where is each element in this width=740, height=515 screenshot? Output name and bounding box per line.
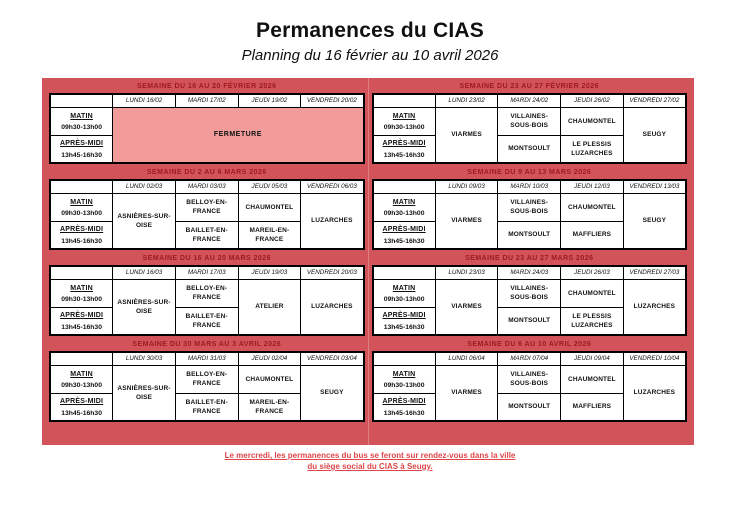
time-slot-hours: 13h45-16h30 xyxy=(383,409,425,417)
time-slot-apres-midi xyxy=(373,393,436,421)
corner-cell xyxy=(50,180,113,193)
time-slot-label: APRÈS-MIDI xyxy=(59,312,104,320)
schedule-cell: CHAUMONTEL xyxy=(561,365,624,393)
schedule-cell: BAILLET-EN-FRANCE xyxy=(175,307,238,335)
time-slot-matin xyxy=(373,107,436,135)
schedule-cell: ASNIÈRES-SUR-OISE xyxy=(113,279,176,335)
time-slot-hours: 09h30-13h00 xyxy=(383,124,425,131)
day-header-row xyxy=(50,352,364,365)
day-header: VENDREDI 13/03 xyxy=(623,180,686,193)
matin-row xyxy=(50,107,364,135)
time-slot-label: MATIN xyxy=(70,370,93,378)
schedule-cell: BELLOY-EN-FRANCE xyxy=(175,193,238,221)
day-header: JEUDI 26/02 xyxy=(561,94,624,107)
day-header: LUNDI 30/03 xyxy=(113,352,176,365)
schedule-cell: BAILLET-EN-FRANCE xyxy=(175,221,238,249)
schedule-cell: CHAUMONTEL xyxy=(238,365,301,393)
week-table xyxy=(49,265,365,336)
time-slot-apres-midi xyxy=(50,393,113,421)
schedule-cell: VIARMES xyxy=(435,365,498,421)
time-slot-apres-midi xyxy=(373,135,436,163)
time-slot-hours: 09h30-13h00 xyxy=(61,296,102,303)
day-header: MARDI 24/03 xyxy=(498,266,561,279)
schedule-cell: ASNIÈRES-SUR-OISE xyxy=(113,193,176,249)
time-slot-matin xyxy=(373,365,436,393)
day-header: JEUDI 12/03 xyxy=(561,180,624,193)
schedule-cell: BELLOY-EN-FRANCE xyxy=(175,279,238,307)
time-slot-label: APRÈS-MIDI xyxy=(382,140,426,148)
week-table xyxy=(372,351,688,422)
time-slot-hours: 13h45-16h30 xyxy=(61,237,102,245)
day-header: VENDREDI 10/04 xyxy=(623,352,686,365)
footer-line-2: du siège social du CIAS à Seugy. xyxy=(307,462,433,471)
corner-cell xyxy=(373,352,436,365)
time-slot-hours: 13h45-16h30 xyxy=(383,151,425,159)
time-slot-hours: 13h45-16h30 xyxy=(61,323,102,331)
time-slot-hours: 09h30-13h00 xyxy=(61,124,102,131)
week-section xyxy=(49,252,365,336)
schedule-cell: LUZARCHES xyxy=(301,279,364,335)
footer-note xyxy=(0,450,740,472)
time-slot-label: APRÈS-MIDI xyxy=(382,226,426,234)
time-slot-hours: 13h45-16h30 xyxy=(61,409,102,417)
time-slot-hours: 13h45-16h30 xyxy=(383,323,425,331)
time-slot-matin xyxy=(373,193,436,221)
day-header: JEUDI 19/03 xyxy=(238,266,301,279)
day-header: JEUDI 05/03 xyxy=(238,180,301,193)
matin-row xyxy=(50,279,364,307)
day-header: MARDI 24/02 xyxy=(498,94,561,107)
schedule-cell: VILLAINES-SOUS-BOIS xyxy=(498,193,561,221)
column-divider xyxy=(368,78,369,445)
day-header: JEUDI 02/04 xyxy=(238,352,301,365)
time-slot-apres-midi xyxy=(50,135,113,163)
day-header: MARDI 03/03 xyxy=(175,180,238,193)
week-title: SEMAINE DU 16 AU 20 MARS 2026 xyxy=(142,255,271,262)
fermeture-cell: FERMETURE xyxy=(113,107,364,163)
time-slot-matin xyxy=(50,193,113,221)
schedule-cell: BELLOY-EN-FRANCE xyxy=(175,365,238,393)
schedule-cell: LUZARCHES xyxy=(301,193,364,249)
day-header-row xyxy=(50,266,364,279)
schedule-cell: ATELIER xyxy=(238,279,301,335)
schedule-cell: MONTSOULT xyxy=(498,393,561,421)
time-slot-hours: 13h45-16h30 xyxy=(61,151,102,159)
day-header: VENDREDI 27/03 xyxy=(623,266,686,279)
schedule-cell: VIARMES xyxy=(435,279,498,335)
day-header: JEUDI 09/04 xyxy=(561,352,624,365)
day-header: VENDREDI 20/02 xyxy=(301,94,364,107)
day-header: LUNDI 23/03 xyxy=(435,266,498,279)
page-title: Permanences du CIAS xyxy=(256,19,484,42)
time-slot-apres-midi xyxy=(373,221,436,249)
week-table xyxy=(49,179,365,250)
schedule-cell: LE PLESSIS LUZARCHES xyxy=(561,307,624,335)
time-slot-label: MATIN xyxy=(392,284,416,292)
day-header-row xyxy=(373,94,687,107)
day-header-row xyxy=(373,266,687,279)
schedule-cell: VILLAINES-SOUS-BOIS xyxy=(498,365,561,393)
week-table xyxy=(372,179,688,250)
time-slot-label: MATIN xyxy=(392,370,416,378)
schedule-cell: MAREIL-EN-FRANCE xyxy=(238,221,301,249)
week-title: SEMAINE DU 30 MARS AU 3 AVRIL 2026 xyxy=(132,341,282,348)
time-slot-hours: 09h30-13h00 xyxy=(61,382,102,389)
week-section xyxy=(49,338,365,422)
schedule-cell: CHAUMONTEL xyxy=(238,193,301,221)
time-slot-matin xyxy=(50,279,113,307)
day-header: LUNDI 16/02 xyxy=(113,94,176,107)
week-section xyxy=(372,166,688,250)
week-title: SEMAINE DU 6 AU 10 AVRIL 2026 xyxy=(467,341,592,348)
week-column-right xyxy=(372,80,688,445)
day-header: MARDI 07/04 xyxy=(498,352,561,365)
time-slot-hours: 13h45-16h30 xyxy=(383,237,425,245)
time-slot-apres-midi xyxy=(50,221,113,249)
schedule-cell: MAFFLIERS xyxy=(561,393,624,421)
week-section xyxy=(372,80,688,164)
matin-row xyxy=(373,279,687,307)
time-slot-hours: 09h30-13h00 xyxy=(383,210,425,217)
schedule-cell: LE PLESSIS LUZARCHES xyxy=(561,135,624,163)
day-header: LUNDI 16/03 xyxy=(113,266,176,279)
day-header: JEUDI 26/03 xyxy=(561,266,624,279)
time-slot-label: APRÈS-MIDI xyxy=(59,398,104,406)
schedule-cell: CHAUMONTEL xyxy=(561,107,624,135)
matin-row xyxy=(373,193,687,221)
week-section xyxy=(49,80,365,164)
week-column-left xyxy=(49,80,365,445)
day-header: MARDI 17/03 xyxy=(175,266,238,279)
corner-cell xyxy=(373,94,436,107)
day-header-row xyxy=(373,352,687,365)
planning-frame xyxy=(42,78,694,445)
schedule-cell: MONTSOULT xyxy=(498,307,561,335)
day-header: LUNDI 09/03 xyxy=(435,180,498,193)
corner-cell xyxy=(50,94,113,107)
week-table xyxy=(372,93,688,164)
time-slot-apres-midi xyxy=(50,307,113,335)
schedule-cell: VILLAINES-SOUS-BOIS xyxy=(498,107,561,135)
schedule-cell: MONTSOULT xyxy=(498,221,561,249)
time-slot-matin xyxy=(50,107,113,135)
corner-cell xyxy=(50,266,113,279)
schedule-cell: SEUGY xyxy=(623,193,686,249)
day-header: MARDI 17/02 xyxy=(175,94,238,107)
time-slot-label: MATIN xyxy=(392,198,416,206)
day-header: LUNDI 23/02 xyxy=(435,94,498,107)
matin-row xyxy=(50,365,364,393)
schedule-cell: LUZARCHES xyxy=(623,279,686,335)
day-header: JEUDI 19/02 xyxy=(238,94,301,107)
day-header: LUNDI 06/04 xyxy=(435,352,498,365)
schedule-cell: VIARMES xyxy=(435,107,498,163)
day-header-row xyxy=(50,94,364,107)
matin-row xyxy=(373,365,687,393)
time-slot-label: APRÈS-MIDI xyxy=(382,398,426,406)
week-section xyxy=(372,338,688,422)
schedule-cell: ASNIÈRES-SUR-OISE xyxy=(113,365,176,421)
day-header: MARDI 31/03 xyxy=(175,352,238,365)
corner-cell xyxy=(50,352,113,365)
page-subtitle: Planning du 16 février au 10 avril 2026 xyxy=(241,47,499,64)
time-slot-matin xyxy=(50,365,113,393)
schedule-cell: SEUGY xyxy=(301,365,364,421)
day-header: MARDI 10/03 xyxy=(498,180,561,193)
time-slot-matin xyxy=(373,279,436,307)
day-header-row xyxy=(373,180,687,193)
week-section xyxy=(372,252,688,336)
time-slot-apres-midi xyxy=(373,307,436,335)
schedule-cell: MONTSOULT xyxy=(498,135,561,163)
time-slot-label: MATIN xyxy=(70,284,93,292)
schedule-cell: CHAUMONTEL xyxy=(561,279,624,307)
corner-cell xyxy=(373,266,436,279)
week-title: SEMAINE DU 2 AU 6 MARS 2026 xyxy=(146,169,267,176)
matin-row xyxy=(50,193,364,221)
time-slot-hours: 09h30-13h00 xyxy=(61,210,102,217)
time-slot-label: MATIN xyxy=(392,112,416,120)
day-header: VENDREDI 20/03 xyxy=(301,266,364,279)
schedule-cell: SEUGY xyxy=(623,107,686,163)
schedule-cell: VIARMES xyxy=(435,193,498,249)
time-slot-label: APRÈS-MIDI xyxy=(382,312,426,320)
time-slot-label: MATIN xyxy=(70,112,93,120)
week-title: SEMAINE DU 9 AU 13 MARS 2026 xyxy=(467,169,592,176)
matin-row xyxy=(373,107,687,135)
schedule-cell: BAILLET-EN-FRANCE xyxy=(175,393,238,421)
corner-cell xyxy=(373,180,436,193)
schedule-cell: LUZARCHES xyxy=(623,365,686,421)
time-slot-label: APRÈS-MIDI xyxy=(59,140,104,148)
week-table xyxy=(372,265,688,336)
schedule-cell: MAFFLIERS xyxy=(561,221,624,249)
footer-line-1: Le mercredi, les permanences du bus se feront sur rendez-vous dans la ville xyxy=(224,451,516,460)
time-slot-label: APRÈS-MIDI xyxy=(59,226,104,234)
time-slot-hours: 09h30-13h00 xyxy=(383,382,425,389)
week-table xyxy=(49,93,365,164)
week-section xyxy=(49,166,365,250)
week-title: SEMAINE DU 23 AU 27 MARS 2026 xyxy=(465,255,594,262)
time-slot-label: MATIN xyxy=(70,198,93,206)
schedule-cell: CHAUMONTEL xyxy=(561,193,624,221)
day-header: VENDREDI 06/03 xyxy=(301,180,364,193)
week-title: SEMAINE DU 23 AU 27 FÉVRIER 2026 xyxy=(459,83,599,90)
week-table xyxy=(49,351,365,422)
schedule-cell: VILLAINES-SOUS-BOIS xyxy=(498,279,561,307)
week-title: SEMAINE DU 16 AU 20 FÉVRIER 2026 xyxy=(137,83,277,90)
day-header: LUNDI 02/03 xyxy=(113,180,176,193)
day-header: VENDREDI 27/02 xyxy=(623,94,686,107)
day-header-row xyxy=(50,180,364,193)
schedule-cell: MAREIL-EN-FRANCE xyxy=(238,393,301,421)
day-header: VENDREDI 03/04 xyxy=(301,352,364,365)
time-slot-hours: 09h30-13h00 xyxy=(383,296,425,303)
